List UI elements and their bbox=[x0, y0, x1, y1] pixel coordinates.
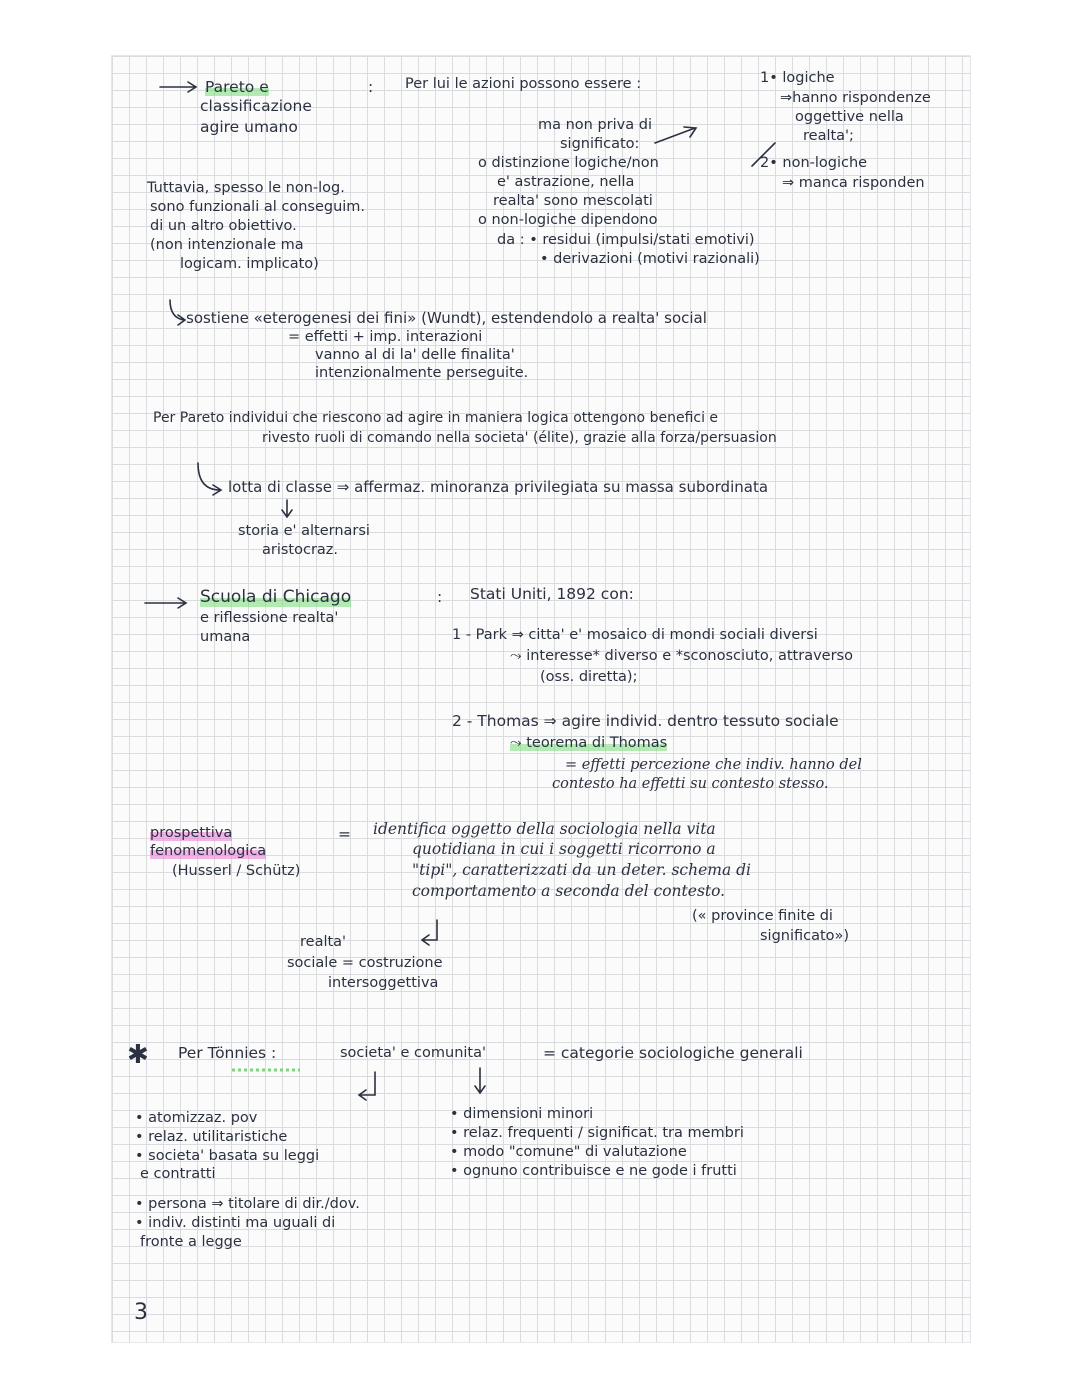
thomas-line-4: contesto ha effetti su contesto stesso. bbox=[552, 776, 829, 792]
mid-note-8: • derivazioni (motivi razionali) bbox=[540, 251, 760, 267]
down-arrow-icon-1 bbox=[282, 500, 292, 517]
non-logiche-line-1: ⇒ manca risponden bbox=[782, 175, 925, 191]
left-note-1: Tuttavia, spesso le non-log. bbox=[147, 180, 345, 196]
mid-note-7: da : • residui (impulsi/stati emotivi) bbox=[497, 232, 755, 248]
tonnies-societa-comunita: societa' e comunita' bbox=[340, 1045, 486, 1061]
pareto-colon: : bbox=[368, 78, 374, 96]
eterogenesi-def-2: vanno al di la' delle finalita' bbox=[315, 347, 515, 363]
societa-item: • indiv. distinti ma uguali di bbox=[135, 1215, 336, 1231]
chicago-arrow-icon bbox=[145, 598, 186, 608]
chicago-subtitle-1: e riflessione realta' bbox=[200, 610, 339, 626]
park-line-1: 1 - Park ⇒ citta' e' mosaico di mondi sociali diversi bbox=[452, 627, 818, 643]
storia-line-1: storia e' alternarsi bbox=[238, 523, 370, 539]
fenomenologica-def-3: "tipi", caratterizzati da un deter. schema di bbox=[412, 861, 752, 879]
down-left-arrow-icon bbox=[422, 920, 437, 945]
fenomenologica-title-2: fenomenologica bbox=[150, 843, 267, 859]
logiche-line-3: realta'; bbox=[803, 128, 854, 144]
societa-item: • relaz. utilitaristiche bbox=[135, 1129, 288, 1145]
star-icon: ✱ bbox=[127, 1040, 149, 1070]
pareto-subtitle-2: agire umano bbox=[200, 118, 298, 136]
mid-note-1: ma non priva di bbox=[538, 117, 652, 133]
fenomenologica-authors: (Husserl / Schütz) bbox=[172, 863, 301, 879]
societa-item: • societa' basata su leggi bbox=[135, 1148, 320, 1164]
chicago-colon: : bbox=[437, 588, 443, 606]
tonnies-intro: Per Tönnies : bbox=[178, 1044, 277, 1062]
societa-item: • atomizzaz. pov bbox=[135, 1110, 258, 1126]
realta-line-3: intersoggettiva bbox=[328, 975, 439, 991]
storia-line-2: aristocraz. bbox=[262, 542, 339, 558]
down-left-arrow-icon-2 bbox=[359, 1072, 375, 1100]
pareto-arrow-icon bbox=[160, 82, 196, 92]
non-logiche-heading: 2• non-logiche bbox=[760, 155, 868, 171]
pareto-intro: Per lui le azioni possono essere : bbox=[405, 76, 642, 92]
left-note-2: sono funzionali al conseguim. bbox=[150, 199, 366, 215]
pareto-title: Pareto e bbox=[205, 78, 269, 96]
logiche-line-1: ⇒hanno rispondenze bbox=[780, 90, 931, 106]
mid-note-2: significato: bbox=[560, 136, 640, 152]
lotta-di-classe: lotta di classe ⇒ affermaz. minoranza privilegiata su massa subordinata bbox=[228, 478, 769, 496]
mid-note-3: o distinzione logiche/non bbox=[478, 155, 659, 171]
tonnies-categorie: = categorie sociologiche generali bbox=[543, 1044, 803, 1062]
province-line-1: (« province finite di bbox=[692, 908, 833, 924]
fenomenologica-eq: = bbox=[338, 825, 351, 843]
park-line-3: (oss. diretta); bbox=[540, 669, 638, 685]
park-line-2: ⤳ interesse* diverso e *sconosciuto, attraverso bbox=[510, 648, 853, 664]
realta-line-2: sociale = costruzione bbox=[287, 955, 443, 971]
eterogenesi-def-3: intenzionalmente perseguite. bbox=[315, 365, 529, 381]
societa-item: e contratti bbox=[140, 1166, 216, 1182]
logiche-line-2: oggettive nella bbox=[795, 109, 904, 125]
chicago-intro: Stati Uniti, 1892 con: bbox=[470, 585, 634, 603]
chicago-title: Scuola di Chicago bbox=[200, 587, 352, 607]
fenomenologica-title-1: prospettiva bbox=[150, 825, 233, 841]
comunita-item: • modo "comune" di valutazione bbox=[450, 1144, 687, 1160]
fenomenologica-def-4: comportamento a seconda del contesto. bbox=[412, 882, 726, 900]
societa-item: fronte a legge bbox=[140, 1234, 242, 1250]
eterogenesi-line: sostiene «eterogenesi dei fini» (Wundt), estendendolo a realta' social bbox=[186, 309, 707, 327]
left-note-5: logicam. implicato) bbox=[180, 256, 319, 272]
comunita-item: • relaz. frequenti / significat. tra membri bbox=[450, 1125, 744, 1141]
logiche-heading: 1• logiche bbox=[760, 70, 835, 86]
thomas-line-3: = effetti percezione che indiv. hanno del bbox=[565, 757, 862, 773]
page-number: 3 bbox=[134, 1300, 148, 1325]
fenomenologica-def-1: identifica oggetto della sociologia nella vita bbox=[373, 820, 716, 838]
curved-arrow-icon-2 bbox=[198, 463, 221, 495]
comunita-item: • ognuno contribuisce e ne gode i frutti bbox=[450, 1163, 737, 1179]
realta-line-1: realta' bbox=[300, 934, 347, 950]
up-right-arrow-icon bbox=[655, 127, 696, 143]
left-note-3: di un altro obiettivo. bbox=[150, 218, 297, 234]
societa-item: • persona ⇒ titolare di dir./dov. bbox=[135, 1196, 360, 1212]
eterogenesi-def-1: = effetti + imp. interazioni bbox=[288, 329, 483, 345]
mid-note-6: o non-logiche dipendono bbox=[478, 212, 658, 228]
thomas-line-1: 2 - Thomas ⇒ agire individ. dentro tessuto sociale bbox=[452, 712, 839, 730]
left-note-4: (non intenzionale ma bbox=[150, 237, 304, 253]
thomas-line-2: ⤳ teorema di Thomas bbox=[510, 735, 668, 751]
elite-line-1: Per Pareto individui che riescono ad agire in maniera logica ottengono benefici e bbox=[153, 410, 719, 426]
fenomenologica-def-2: quotidiana in cui i soggetti ricorrono a bbox=[412, 840, 716, 858]
mid-note-5: realta' sono mescolati bbox=[493, 193, 653, 209]
pareto-subtitle-1: classificazione bbox=[200, 97, 312, 115]
province-line-2: significato») bbox=[760, 928, 850, 944]
down-arrow-icon-2 bbox=[475, 1068, 485, 1093]
curved-arrow-icon-1 bbox=[170, 300, 185, 325]
comunita-item: • dimensioni minori bbox=[450, 1106, 594, 1122]
elite-line-2: rivesto ruoli di comando nella societa' (élite), grazie alla forza/persuasion bbox=[262, 430, 777, 446]
mid-note-4: e' astrazione, nella bbox=[497, 174, 635, 190]
chicago-subtitle-2: umana bbox=[200, 629, 251, 645]
